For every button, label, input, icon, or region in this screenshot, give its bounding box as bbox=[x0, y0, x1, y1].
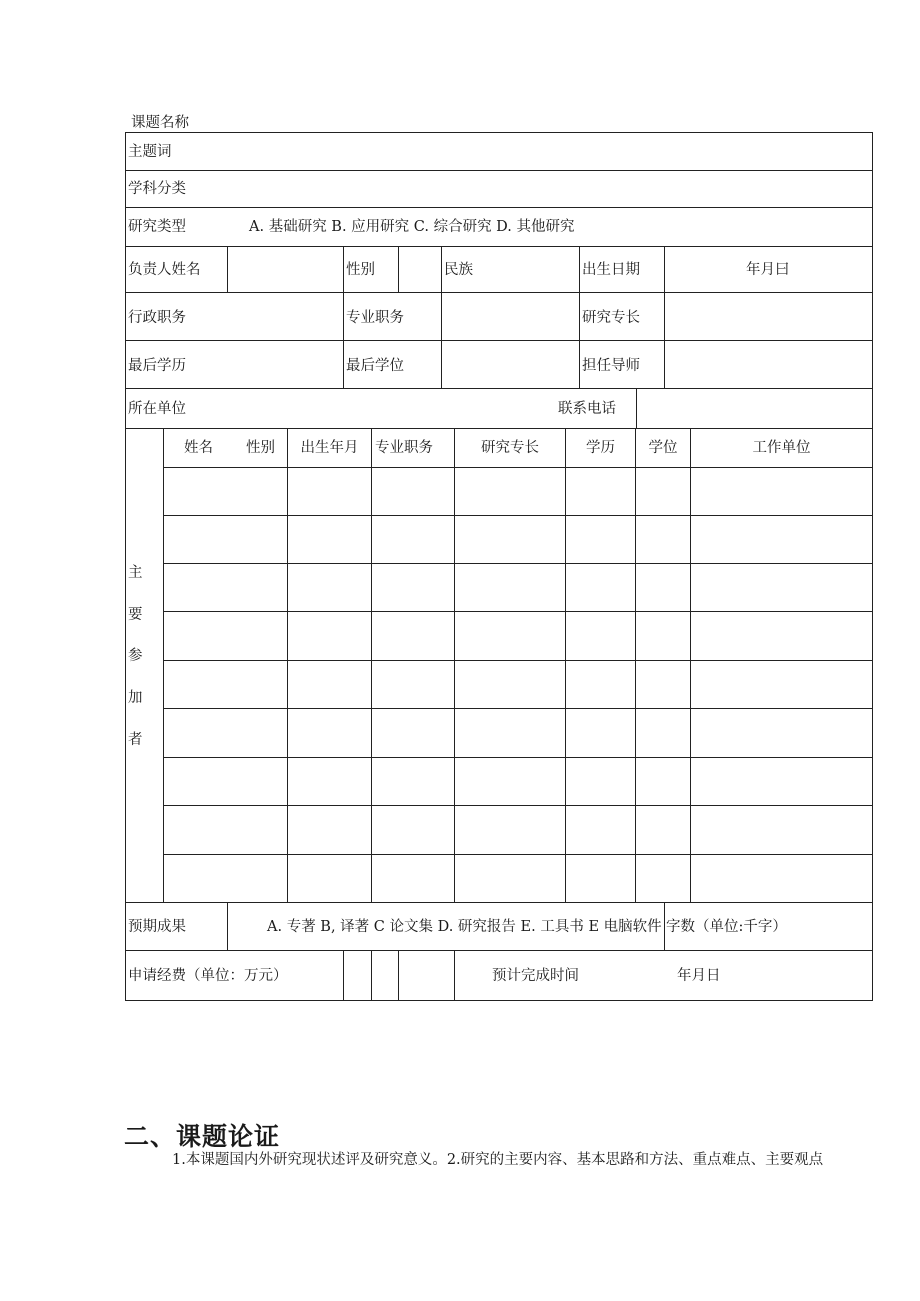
keywords-label: 主题词 bbox=[128, 144, 172, 160]
header-specialty: 研究专长 bbox=[481, 440, 539, 456]
last-education-label: 最后学历 bbox=[128, 358, 186, 374]
participants-side-char: 加 bbox=[128, 690, 143, 706]
ethnicity-label: 民族 bbox=[444, 262, 473, 278]
discipline-label: 学科分类 bbox=[128, 181, 186, 197]
research-type-options: A. 基础研究 B. 应用研究 C. 综合研究 D. 其他研究 bbox=[249, 219, 575, 235]
participants-side-char: 参 bbox=[128, 648, 143, 664]
participants-side-char: 者 bbox=[128, 732, 143, 748]
affiliation-label: 所在单位 bbox=[128, 401, 186, 417]
birth-date-value: 年月曰 bbox=[746, 262, 790, 278]
leader-name-label: 负责人姓名 bbox=[128, 262, 201, 278]
last-degree-label: 最后学位 bbox=[346, 358, 404, 374]
section-heading: 二、课题论证 bbox=[124, 1122, 281, 1151]
completion-time-label: 预计完成时间 bbox=[492, 968, 579, 984]
research-specialty-label: 研究专长 bbox=[582, 310, 640, 326]
participants-side-char: 主 bbox=[128, 565, 143, 581]
header-education: 学历 bbox=[586, 440, 615, 456]
header-birth: 出生年月 bbox=[300, 440, 359, 456]
topic-name-label: 课题名称 bbox=[131, 115, 189, 131]
gender-label: 性别 bbox=[346, 262, 375, 278]
expected-results-label: 预期成果 bbox=[128, 919, 186, 935]
header-gender: 性别 bbox=[246, 440, 275, 456]
completion-date-value: 年月日 bbox=[677, 968, 721, 984]
header-name: 姓名 bbox=[184, 440, 213, 456]
header-position: 专业职务 bbox=[375, 440, 433, 456]
header-workplace: 工作单位 bbox=[752, 440, 811, 456]
admin-position-label: 行政职务 bbox=[128, 310, 186, 326]
header-degree: 学位 bbox=[648, 440, 678, 456]
birth-date-label: 出生日期 bbox=[582, 262, 640, 278]
funding-label: 申请经费（单位：万元） bbox=[128, 968, 288, 984]
supervisor-label: 担任导师 bbox=[582, 358, 640, 374]
phone-label: 联系电话 bbox=[558, 401, 616, 417]
expected-results-options: A. 专著 B, 译著 C 论文集 D. 研究报告 E. 工具书 E 电脑软件 bbox=[267, 919, 662, 935]
research-type-label: 研究类型 bbox=[128, 219, 186, 235]
section-body-text: 1.本课题国内外研究现状述评及研究意义。2.研究的主要内容、基本思路和方法、重点难点、主要观点 bbox=[172, 1152, 824, 1168]
professional-position-label: 专业职务 bbox=[346, 310, 404, 326]
participants-side-char: 要 bbox=[128, 607, 143, 623]
word-count-label: 字数（单位:千字） bbox=[666, 919, 787, 935]
